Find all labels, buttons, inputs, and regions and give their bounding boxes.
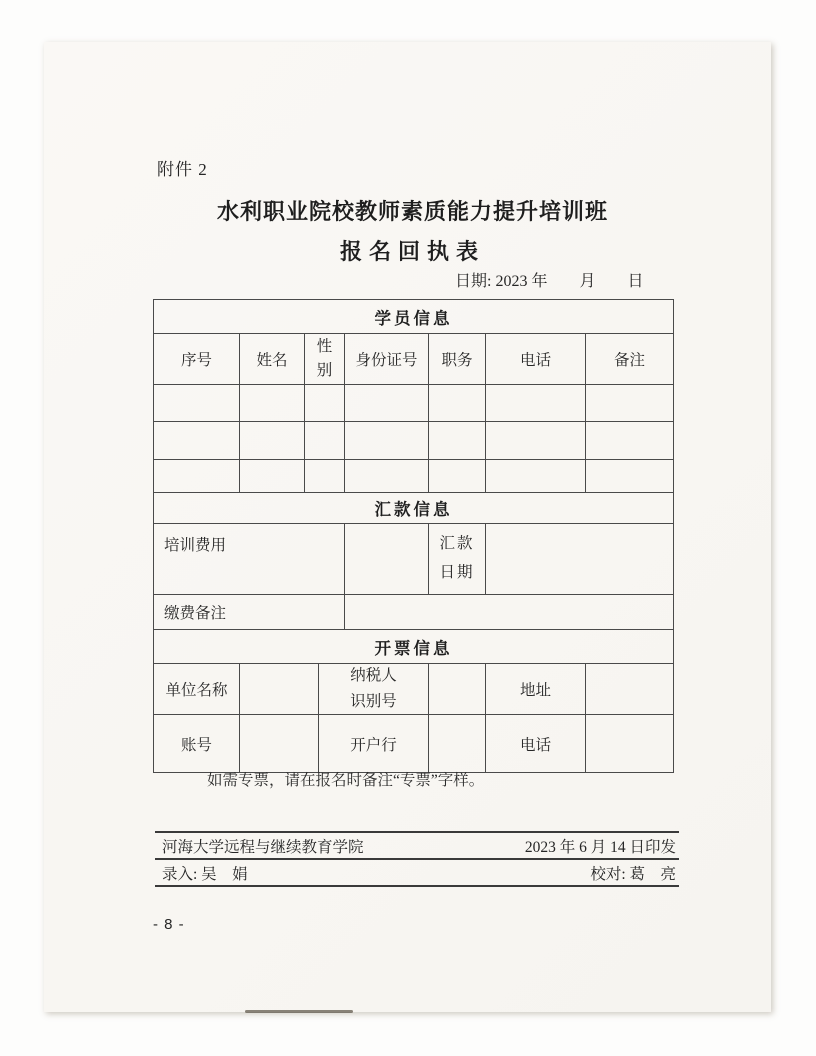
taxid-value-cell xyxy=(428,664,485,714)
empty-cell xyxy=(239,422,304,459)
student-empty-row xyxy=(154,384,673,421)
empty-cell xyxy=(239,385,304,421)
invoice-section-title: 开票信息 xyxy=(154,629,673,663)
student-header-row xyxy=(154,333,673,384)
empty-cell xyxy=(344,422,428,459)
registration-form-table xyxy=(153,299,674,773)
scan-edge-artifact xyxy=(245,1010,353,1013)
payment-fee-row xyxy=(154,523,673,594)
bank-value-cell xyxy=(428,715,485,772)
remit-date-value-cell xyxy=(485,524,673,594)
title-line-1: 水利职业院校教师素质能力提升培训班 xyxy=(216,199,608,224)
taxid-label: 纳税人识别号 xyxy=(318,664,428,714)
col-header-gender: 性别 xyxy=(304,334,344,384)
bank-label: 开户行 xyxy=(318,715,428,772)
colophon-block xyxy=(155,831,679,887)
address-label: 地址 xyxy=(485,664,585,714)
empty-cell xyxy=(428,385,485,421)
document-title xyxy=(153,195,672,266)
proofreader: 校对: 葛 亮 xyxy=(590,865,676,883)
empty-cell xyxy=(485,460,585,492)
col-header-remark: 备注 xyxy=(585,334,673,384)
account-label: 账号 xyxy=(180,736,212,754)
empty-cell xyxy=(485,422,585,459)
issuing-org: 河海大学远程与继续教育学院 xyxy=(162,838,364,856)
empty-cell xyxy=(304,422,344,459)
empty-cell xyxy=(428,460,485,492)
title-line-2: 报名回执表 xyxy=(339,239,485,264)
print-date: 2023 年 6 月 14 日印发 xyxy=(524,838,676,856)
col-header-seq: 序号 xyxy=(180,352,212,369)
col-header-name: 姓名 xyxy=(239,334,304,384)
page-number: - 8 - xyxy=(153,916,185,933)
attachment-label: 附件 2 xyxy=(157,160,208,179)
empty-cell xyxy=(154,385,239,421)
payment-section-title: 汇款信息 xyxy=(154,492,673,523)
company-value-cell xyxy=(239,664,318,714)
fee-value-cell xyxy=(344,524,428,594)
empty-cell xyxy=(585,460,673,492)
empty-cell xyxy=(585,385,673,421)
payment-remark-row xyxy=(154,594,673,629)
entry-clerk: 录入: 吴 娟 xyxy=(162,865,248,883)
invoice-row-1 xyxy=(154,663,673,714)
special-invoice-note: 如需专票，请在报名时备注“专票”字样。 xyxy=(207,772,485,789)
col-header-duty: 职务 xyxy=(428,334,485,384)
colophon-row-2 xyxy=(155,860,679,885)
empty-cell xyxy=(585,422,673,459)
empty-cell xyxy=(239,460,304,492)
empty-cell xyxy=(154,460,239,492)
empty-cell xyxy=(485,385,585,421)
empty-cell xyxy=(344,385,428,421)
payment-remark-value-cell xyxy=(344,595,673,629)
student-empty-row xyxy=(154,459,673,492)
empty-cell xyxy=(304,460,344,492)
student-empty-row xyxy=(154,421,673,459)
account-value-cell xyxy=(239,715,318,772)
company-label: 单位名称 xyxy=(165,682,228,699)
col-header-phone: 电话 xyxy=(485,334,585,384)
empty-cell xyxy=(304,385,344,421)
colophon-row-1 xyxy=(155,833,679,860)
invoice-phone-label: 电话 xyxy=(485,715,585,772)
remit-date-label: 汇款日期 xyxy=(428,524,485,594)
invoice-row-2 xyxy=(154,714,673,772)
empty-cell xyxy=(344,460,428,492)
date-line: 日期: 2023 年 月 日 xyxy=(455,273,644,290)
address-value-cell xyxy=(585,664,673,714)
student-section-title: 学员信息 xyxy=(374,308,453,328)
invoice-phone-value-cell xyxy=(585,715,673,772)
payment-remark-label: 缴费备注 xyxy=(164,605,227,622)
col-header-idcard: 身份证号 xyxy=(344,334,428,384)
empty-cell xyxy=(428,422,485,459)
fee-label: 培训费用 xyxy=(164,537,227,554)
empty-cell xyxy=(154,422,239,459)
